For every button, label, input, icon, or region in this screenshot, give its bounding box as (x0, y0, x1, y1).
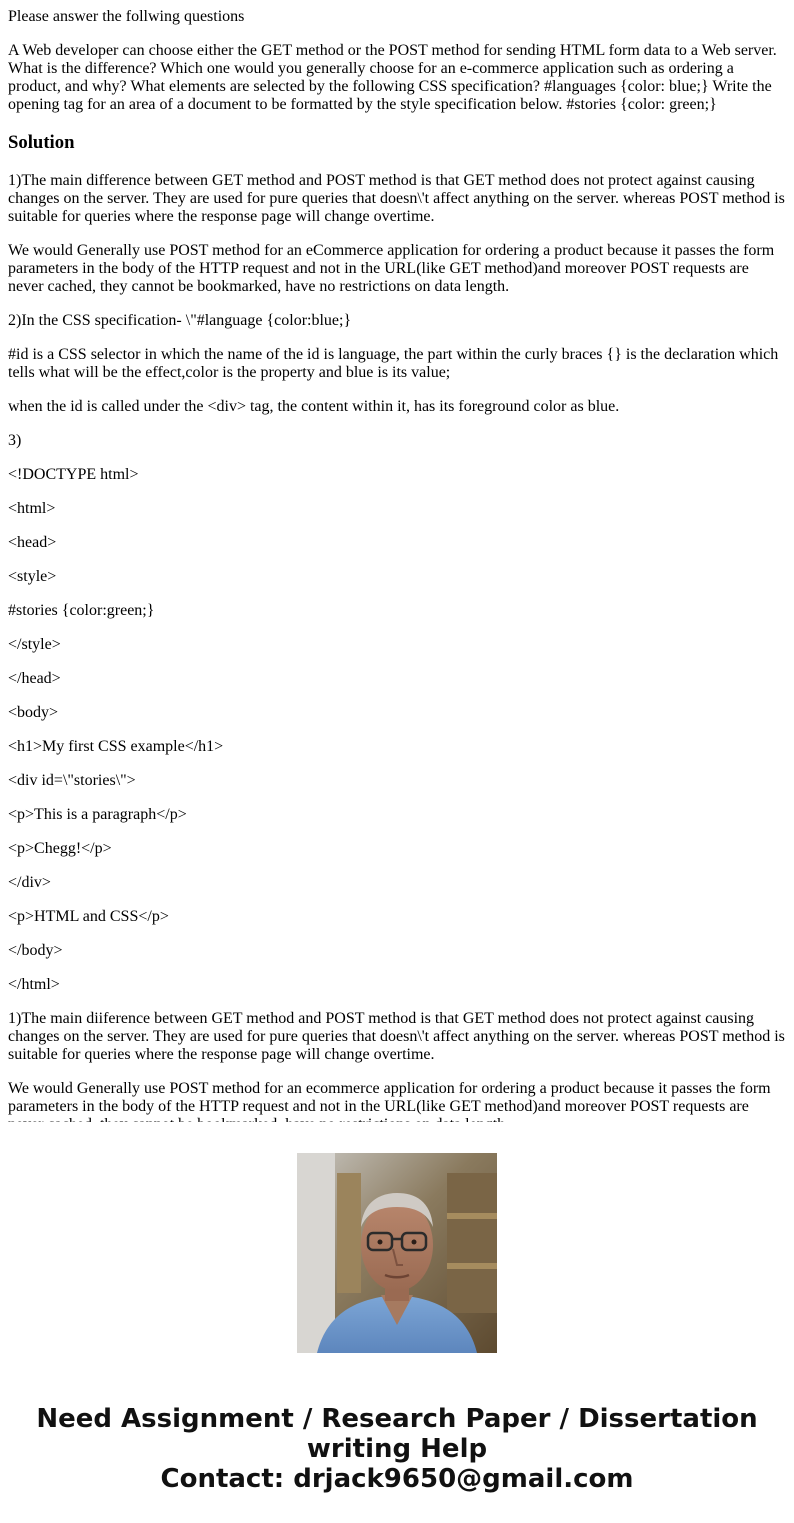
solution-paragraph-3: 2)In the CSS specification- \"#language {color:blue;} (8, 312, 352, 329)
code-line: </head> (8, 670, 61, 687)
question-text: A Web developer can choose either the GET method or the POST method for sending HTML form data to a Web server. What is the difference? Which one would you generally choose for an e-commerce application such as ordering a product, and why? What elements are selected by the following CSS specification? #languages {color: blue;} Write the opening tag for an area of a document to be formatted by the style specification below. #stories {color: green;} (8, 42, 777, 113)
promo-text (0, 1404, 794, 1494)
solution-heading: Solution (8, 132, 75, 153)
question-intro: Please answer the follwing questions (8, 8, 245, 25)
code-line: </style> (8, 636, 61, 653)
author-avatar (297, 1153, 497, 1353)
promo-line-1: Need Assignment / Research Paper / Dissertation (36, 1404, 758, 1434)
code-line: <p>HTML and CSS</p> (8, 908, 169, 925)
solution-paragraph-6: 3) (8, 432, 22, 449)
code-line: <h1>My first CSS example</h1> (8, 738, 224, 755)
code-line: <p>This is a paragraph</p> (8, 806, 187, 823)
code-line: <p>Chegg!</p> (8, 840, 112, 857)
code-line: </html> (8, 976, 60, 993)
code-line: <body> (8, 704, 59, 721)
repeat-paragraph-1: 1)The main diiference between GET method and POST method is that GET method does not protect against causing changes on the server. They are used for pure queries that doesn\'t affect anything on the server. whereas POST method is suitable for queries where the response page will change overtime. (8, 1010, 785, 1063)
promo-line-2: writing Help (306, 1434, 488, 1464)
code-line: </body> (8, 942, 63, 959)
code-line: <!DOCTYPE html> (8, 466, 139, 483)
solution-paragraph-1: 1)The main difference between GET method and POST method is that GET method does not protect against causing changes on the server. They are used for pure queries that doesn\'t affect anything on the server. whereas POST method is suitable for queries where the response page will change overtime. (8, 172, 785, 225)
author-portrait-icon (297, 1153, 497, 1353)
code-line: <div id=\"stories\"> (8, 772, 136, 789)
solution-paragraph-2: We would Generally use POST method for an eCommerce application for ordering a product because it passes the form parameters in the body of the HTTP request and not in the URL(like GET method)and moreover POST requests are never cached, they cannot be bookmarked, have no restrictions on data length. (8, 242, 775, 295)
solution-paragraph-4: #id is a CSS selector in which the name of the id is language, the part within the curly braces {} is the declaration which tells what will be the effect,color is the property and blue is its value; (8, 346, 779, 381)
document-content (8, 0, 786, 1122)
code-line: #stories {color:green;} (8, 602, 155, 619)
code-line: <head> (8, 534, 57, 551)
code-line: </div> (8, 874, 51, 891)
solution-paragraph-5: when the id is called under the <div> tag, the content within it, has its foreground color as blue. (8, 398, 620, 415)
code-line: <style> (8, 568, 57, 585)
code-line: <html> (8, 500, 56, 517)
promo-banner (0, 1122, 794, 1523)
promo-contact: Contact: drjack9650@gmail.com (160, 1464, 634, 1494)
repeat-paragraph-2: We would Generally use POST method for an ecommerce application for ordering a product because it passes the form parameters in the body of the HTTP request and not in the URL(like GET method)and moreover POST requests are (8, 1080, 771, 1115)
